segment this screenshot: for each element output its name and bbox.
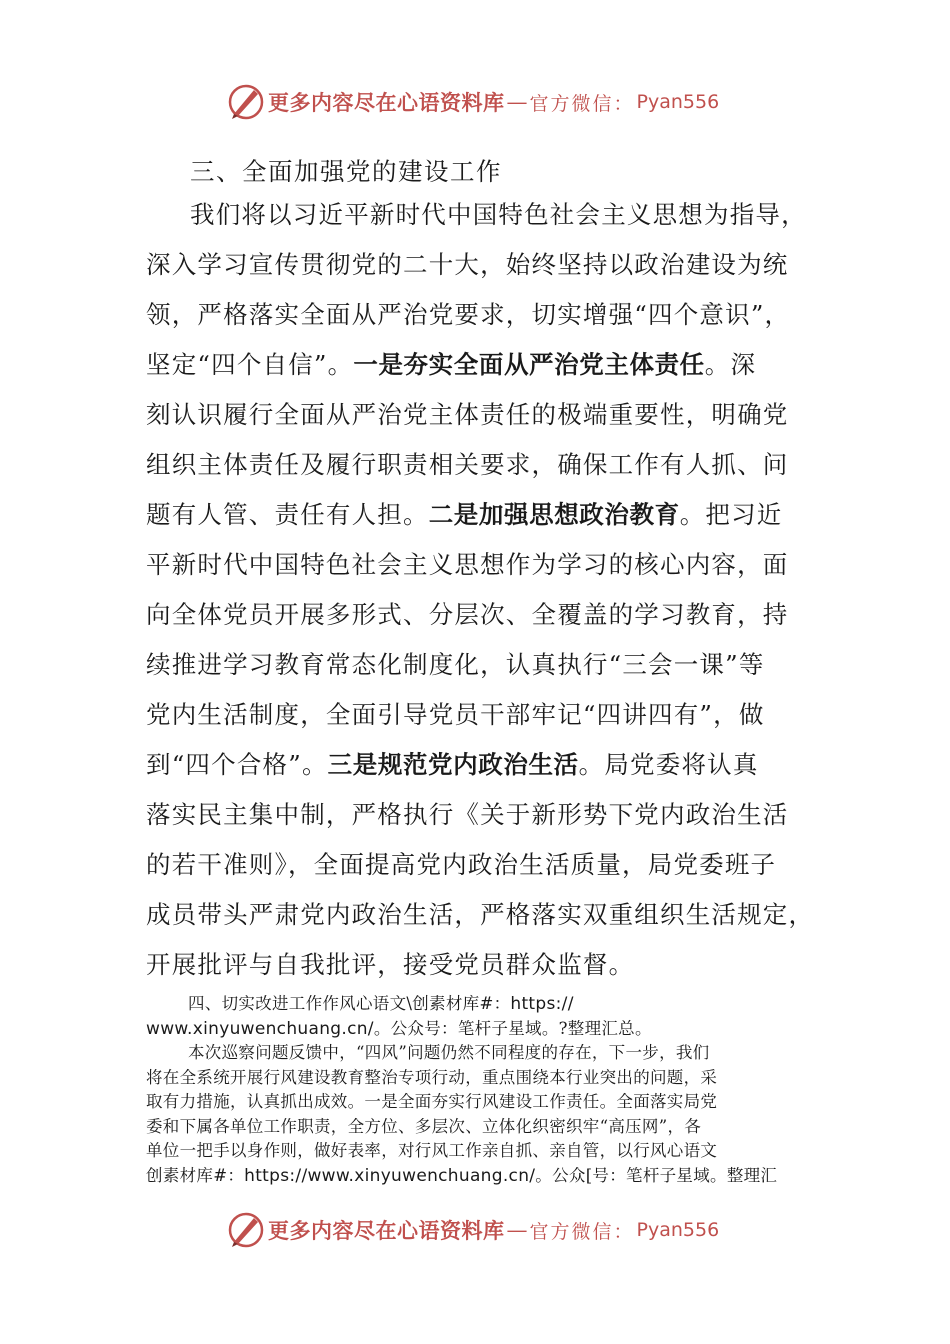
url-link: www.xinyuwenchuang.cn/ [146, 1018, 374, 1039]
body-line: 刻认识履行全面从严治党主体责任的极端重要性，明确党 [146, 400, 789, 429]
banner-wechat-label: 官方微信： [529, 92, 635, 115]
banner-separator: — [506, 90, 528, 114]
section4-heading: 四、切实改进工作作风心语文\创素材库#：https:// [188, 994, 574, 1014]
body-line: 党内生活制度，全面引导党员干部牢记“四讲四有”，做 [146, 700, 765, 729]
section4-body [146, 992, 806, 1188]
small-line: 创素材库#：https://www.xinyuwenchuang.cn/。公众[号：笔杆子星域。整理汇 [146, 1165, 778, 1186]
body-line: 领，严格落实全面从严治党要求，切实增强“四个意识”， [146, 300, 791, 329]
small-line: 委和下属各单位工作职责，全方位、多层次、立体化织密织牢“高压网”，各 [146, 1116, 702, 1136]
small-line: 取有力措施，认真抓出成效。一是全面夯实行风建设工作责任。全面落实局党 [146, 1092, 718, 1111]
body-line: 续推进学习教育常态化制度化，认真执行“三会一课”等 [146, 650, 765, 679]
url-link: https://www.xinyuwenchuang.cn/ [244, 1165, 536, 1186]
small-line: 本次巡察问题反馈中，“四风”问题仍然不同程度的存在，下一步，我们 [188, 1043, 710, 1062]
emphasis-point-three: 三是规范党内政治生活 [327, 750, 579, 779]
banner-text: 更多内容尽在心语资料库 [268, 1218, 505, 1243]
banner-separator: — [506, 1218, 528, 1242]
body-line: 组织主体责任及履行职责相关要求，确保工作有人抓、问 [146, 450, 789, 479]
footer-banner [226, 1210, 746, 1250]
body-line: 成员带头严肃党内政治生活，严格落实双重组织生活规定， [146, 900, 815, 929]
body-line: 坚定“四个自信”。一是夯实全面从严治党主体责任。深 [146, 350, 757, 379]
body-line: 到“四个合格”。三是规范党内政治生活。局党委将认真 [146, 750, 759, 779]
body-line: 向全体党员开展多形式、分层次、全覆盖的学习教育，持 [146, 600, 789, 629]
url-link: https:// [510, 994, 574, 1014]
small-line: 将在全系统开展行风建设教育整治专项行动，重点围绕本行业突出的问题，采 [146, 1067, 718, 1087]
banner-wechat-id: Pyan556 [636, 91, 720, 113]
section3-body [146, 190, 815, 990]
body-line: 开展批评与自我批评，接受党员群众监督。 [146, 950, 635, 979]
body-line: 的若干准则》，全面提高党内政治生活质量，局党委班子 [146, 850, 777, 879]
body-line: 落实民主集中制，严格执行《关于新形势下党内政治生活 [146, 800, 789, 829]
body-line: 我们将以习近平新时代中国特色社会主义思想为指导， [190, 200, 807, 229]
emphasis-point-two: 二是加强思想政治教育 [428, 500, 680, 529]
section-heading: 三、全面加强党的建设工作 [190, 157, 502, 186]
body-line: 平新时代中国特色社会主义思想作为学习的核心内容，面 [146, 550, 789, 579]
header-banner [226, 82, 746, 122]
pen-writing-icon [226, 82, 266, 122]
banner-wechat-label: 官方微信： [529, 1220, 635, 1243]
body-line: 深入学习宣传贯彻党的二十大，始终坚持以政治建设为统 [146, 250, 789, 279]
pen-writing-icon [226, 1210, 266, 1250]
body-line: 题有人管、责任有人担。二是加强思想政治教育。把习近 [146, 500, 783, 529]
banner-text: 更多内容尽在心语资料库 [268, 90, 505, 115]
section4-heading-cont: www.xinyuwenchuang.cn/。公众号：笔杆子星域。?整理汇总。 [146, 1018, 652, 1039]
banner-wechat-id: Pyan556 [636, 1219, 720, 1241]
emphasis-point-one: 一是夯实全面从严治党主体责任 [353, 350, 705, 379]
small-line: 单位一把手以身作则，做好表率，对行风工作亲自抓、亲自管，以行风心语文 [146, 1141, 718, 1160]
